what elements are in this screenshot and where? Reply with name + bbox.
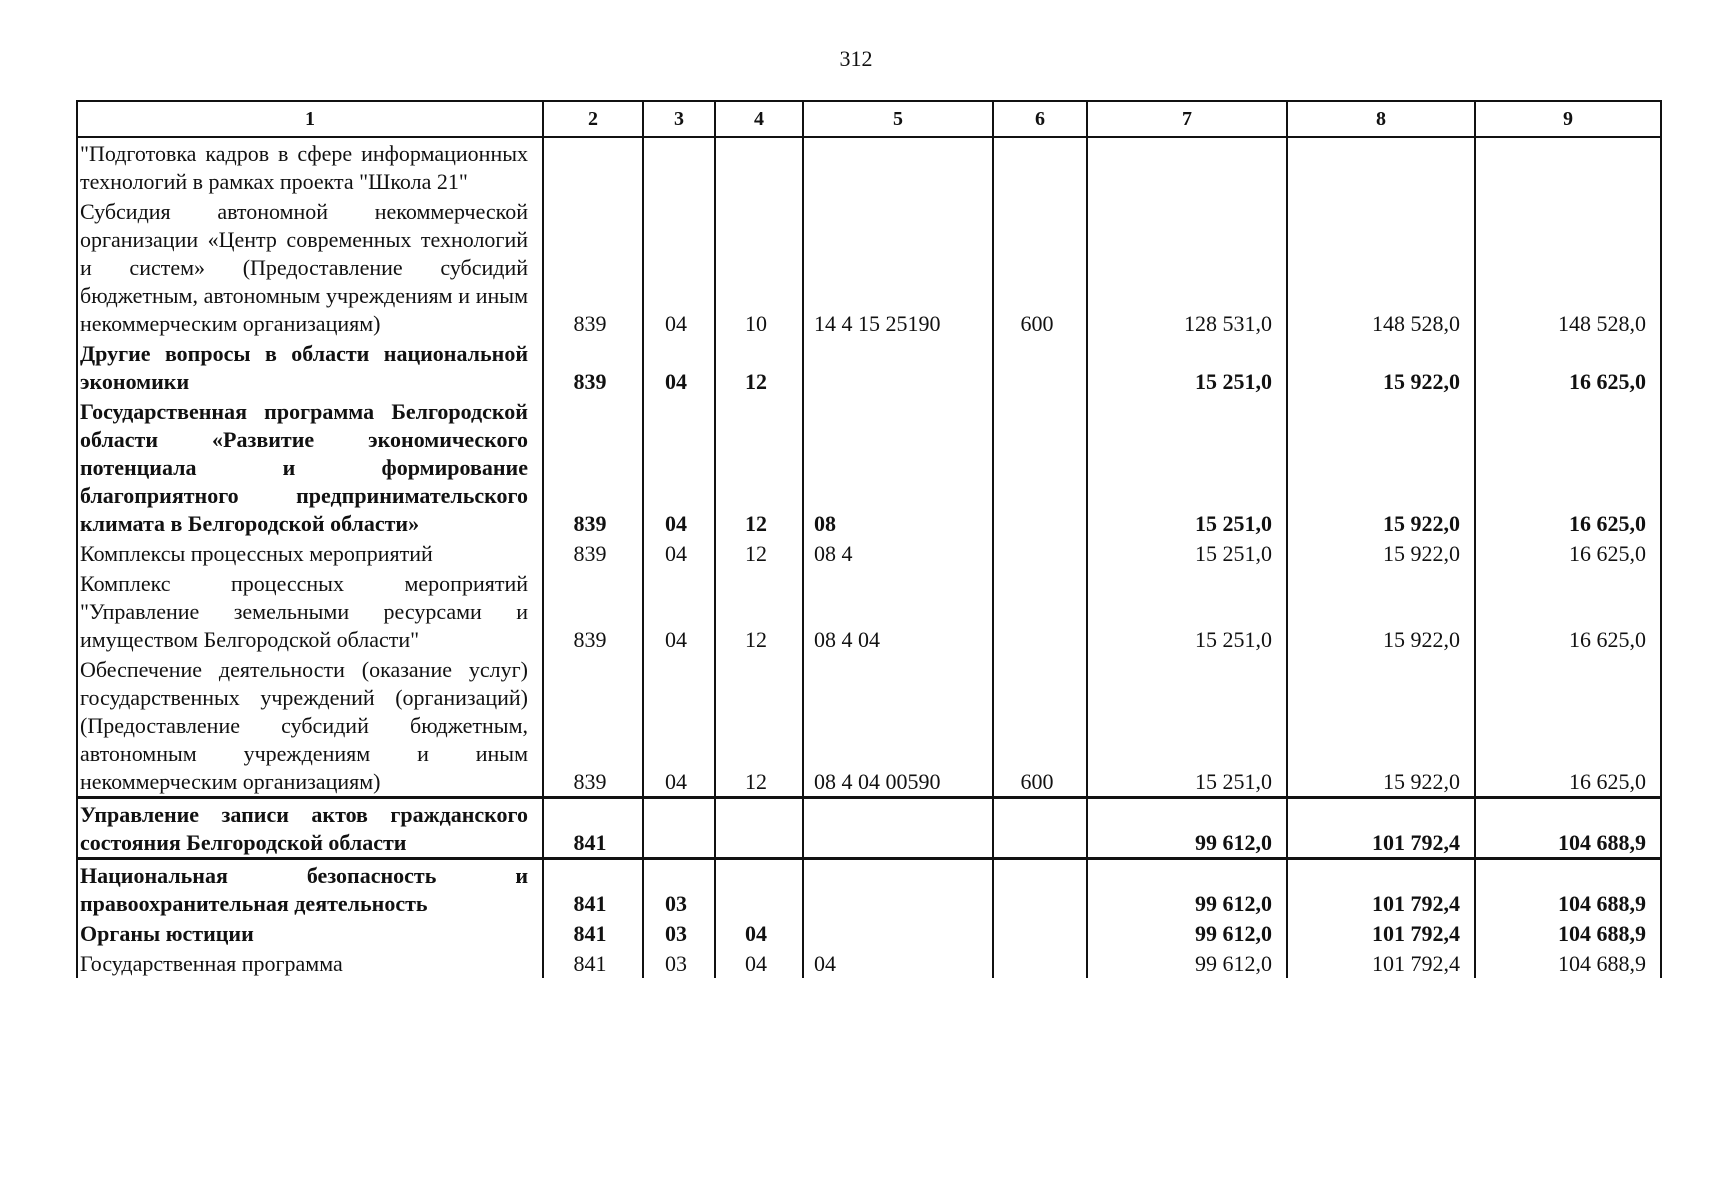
row-description: Государственная программа Белгородской области «Развитие экономического потенциала и формирование благоприятного предпринимательского климата в Белгородской области» (77, 396, 543, 538)
row-description: Другие вопросы в области национальной экономики (77, 338, 543, 396)
cell-amount-year-3: 104 688,9 (1475, 918, 1661, 948)
cell-amount-year-1: 99 612,0 (1087, 948, 1287, 978)
cell-amount-year-2 (1287, 137, 1475, 196)
column-header: 7 (1087, 101, 1287, 137)
cell-ministry-code: 839 (543, 396, 643, 538)
cell-subsection-code: 04 (715, 948, 803, 978)
page-number: 312 (839, 46, 873, 71)
cell-amount-year-2: 15 922,0 (1287, 338, 1475, 396)
cell-amount-year-1: 128 531,0 (1087, 196, 1287, 338)
cell-amount-year-1: 99 612,0 (1087, 859, 1287, 919)
row-description: Комплекс процессных мероприятий "Управление земельными ресурсами и имуществом Белгородской области" (77, 568, 543, 654)
cell-section-code (643, 137, 715, 196)
cell-amount-year-3: 16 625,0 (1475, 338, 1661, 396)
cell-expense-type (993, 538, 1087, 568)
cell-section-code: 04 (643, 568, 715, 654)
cell-amount-year-3 (1475, 137, 1661, 196)
cell-amount-year-2: 101 792,4 (1287, 859, 1475, 919)
cell-section-code: 04 (643, 196, 715, 338)
cell-expense-type (993, 918, 1087, 948)
cell-section-code: 03 (643, 918, 715, 948)
cell-target-article (803, 137, 993, 196)
cell-amount-year-1: 15 251,0 (1087, 396, 1287, 538)
cell-target-article (803, 798, 993, 859)
cell-target-article: 08 4 (803, 538, 993, 568)
table-row (77, 396, 1661, 538)
cell-subsection-code: 10 (715, 196, 803, 338)
column-header: 8 (1287, 101, 1475, 137)
cell-amount-year-3: 16 625,0 (1475, 654, 1661, 798)
table-row (77, 538, 1661, 568)
cell-subsection-code: 12 (715, 338, 803, 396)
table-row (77, 568, 1661, 654)
cell-section-code: 03 (643, 859, 715, 919)
header-row (77, 101, 1661, 137)
cell-expense-type (993, 137, 1087, 196)
cell-subsection-code: 12 (715, 538, 803, 568)
cell-ministry-code: 839 (543, 338, 643, 396)
cell-amount-year-3: 104 688,9 (1475, 798, 1661, 859)
cell-section-code: 04 (643, 396, 715, 538)
cell-expense-type: 600 (993, 654, 1087, 798)
cell-ministry-code (543, 137, 643, 196)
column-header: 1 (77, 101, 543, 137)
cell-target-article (803, 338, 993, 396)
cell-amount-year-2: 148 528,0 (1287, 196, 1475, 338)
table-row (77, 137, 1661, 196)
cell-expense-type (993, 396, 1087, 538)
cell-amount-year-3: 16 625,0 (1475, 538, 1661, 568)
row-description: Субсидия автономной некоммерческой организации «Центр современных технологий и систем» (Предоставление субсидий бюджетным, автономным учреждениям и иным некоммерческим организациям) (77, 196, 543, 338)
cell-amount-year-1: 15 251,0 (1087, 568, 1287, 654)
cell-section-code: 03 (643, 948, 715, 978)
cell-subsection-code: 04 (715, 918, 803, 948)
budget-table (76, 100, 1662, 978)
cell-target-article: 14 4 15 25190 (803, 196, 993, 338)
table-row (77, 859, 1661, 919)
cell-subsection-code: 12 (715, 654, 803, 798)
cell-amount-year-3: 16 625,0 (1475, 568, 1661, 654)
row-description: Национальная безопасность и правоохранительная деятельность (77, 859, 543, 919)
cell-amount-year-1: 99 612,0 (1087, 798, 1287, 859)
cell-expense-type (993, 798, 1087, 859)
cell-subsection-code: 12 (715, 568, 803, 654)
cell-amount-year-2: 101 792,4 (1287, 918, 1475, 948)
column-header: 6 (993, 101, 1087, 137)
cell-ministry-code: 839 (543, 196, 643, 338)
column-header: 9 (1475, 101, 1661, 137)
row-description: Органы юстиции (77, 918, 543, 948)
cell-ministry-code: 841 (543, 859, 643, 919)
cell-expense-type (993, 338, 1087, 396)
table-row (77, 338, 1661, 396)
cell-amount-year-2: 15 922,0 (1287, 396, 1475, 538)
cell-amount-year-2: 15 922,0 (1287, 654, 1475, 798)
cell-section-code: 04 (643, 654, 715, 798)
row-description: "Подготовка кадров в сфере информационных технологий в рамках проекта "Школа 21" (77, 137, 543, 196)
column-header: 5 (803, 101, 993, 137)
cell-ministry-code: 841 (543, 948, 643, 978)
cell-amount-year-3: 148 528,0 (1475, 196, 1661, 338)
cell-target-article: 04 (803, 948, 993, 978)
cell-target-article: 08 (803, 396, 993, 538)
cell-amount-year-1: 99 612,0 (1087, 918, 1287, 948)
column-header: 3 (643, 101, 715, 137)
cell-amount-year-2: 15 922,0 (1287, 538, 1475, 568)
cell-subsection-code (715, 137, 803, 196)
table-row (77, 948, 1661, 978)
row-description: Комплексы процессных мероприятий (77, 538, 543, 568)
cell-ministry-code: 841 (543, 918, 643, 948)
cell-amount-year-1 (1087, 137, 1287, 196)
cell-amount-year-3: 16 625,0 (1475, 396, 1661, 538)
cell-expense-type: 600 (993, 196, 1087, 338)
cell-amount-year-3: 104 688,9 (1475, 948, 1661, 978)
cell-ministry-code: 839 (543, 538, 643, 568)
cell-section-code: 04 (643, 338, 715, 396)
cell-target-article (803, 859, 993, 919)
cell-expense-type (993, 948, 1087, 978)
cell-target-article (803, 918, 993, 948)
table-row (77, 798, 1661, 859)
cell-section-code: 04 (643, 538, 715, 568)
cell-subsection-code: 12 (715, 396, 803, 538)
cell-ministry-code: 839 (543, 568, 643, 654)
cell-amount-year-1: 15 251,0 (1087, 338, 1287, 396)
cell-subsection-code (715, 798, 803, 859)
cell-subsection-code (715, 859, 803, 919)
row-description: Управление записи актов гражданского состояния Белгородской области (77, 798, 543, 859)
cell-ministry-code: 841 (543, 798, 643, 859)
row-description: Обеспечение деятельности (оказание услуг) государственных учреждений (организаций) (Предоставление субсидий бюджетным, автономным учреждениям и иным некоммерческим организациям) (77, 654, 543, 798)
cell-target-article: 08 4 04 (803, 568, 993, 654)
table-row (77, 918, 1661, 948)
table-row (77, 196, 1661, 338)
cell-amount-year-2: 101 792,4 (1287, 948, 1475, 978)
cell-section-code (643, 798, 715, 859)
cell-amount-year-1: 15 251,0 (1087, 654, 1287, 798)
cell-ministry-code: 839 (543, 654, 643, 798)
row-description: Государственная программа (77, 948, 543, 978)
cell-expense-type (993, 568, 1087, 654)
column-header: 4 (715, 101, 803, 137)
cell-expense-type (993, 859, 1087, 919)
cell-target-article: 08 4 04 00590 (803, 654, 993, 798)
cell-amount-year-1: 15 251,0 (1087, 538, 1287, 568)
table-row (77, 654, 1661, 798)
cell-amount-year-2: 15 922,0 (1287, 568, 1475, 654)
cell-amount-year-3: 104 688,9 (1475, 859, 1661, 919)
column-header: 2 (543, 101, 643, 137)
cell-amount-year-2: 101 792,4 (1287, 798, 1475, 859)
